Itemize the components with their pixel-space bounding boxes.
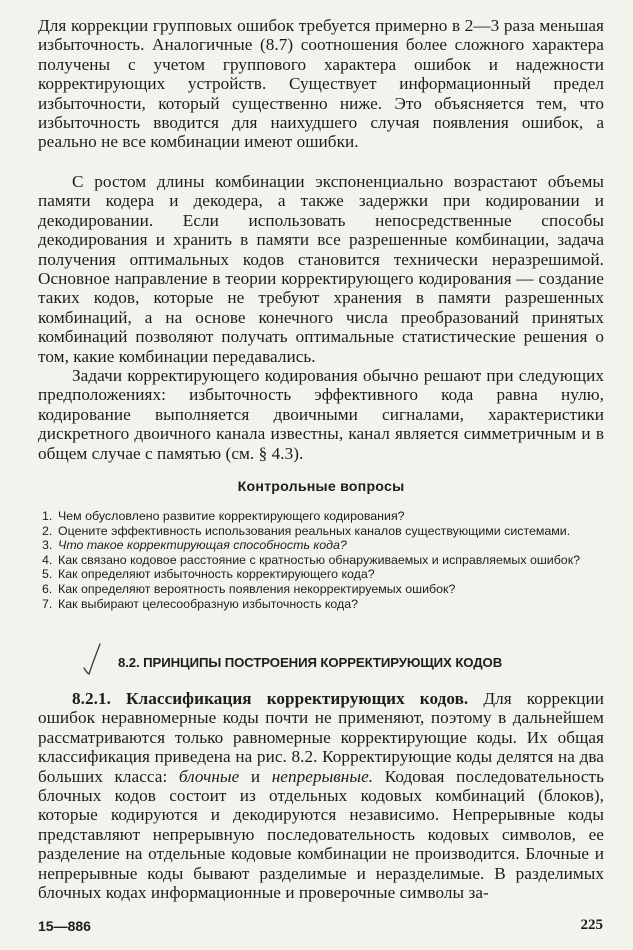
page-number: 225 xyxy=(580,917,603,933)
question-text: Как связано кодовое расстояние с кратностью обнаруживаемых и исправляемых ошибок? xyxy=(58,552,581,567)
question-number: 5. xyxy=(42,567,53,582)
questions-list xyxy=(38,509,604,611)
term-continuous-codes: непрерывные. xyxy=(271,766,374,786)
question-item xyxy=(38,597,604,612)
question-text: Чем обусловлено развитие корректирующего кодирования? xyxy=(58,509,405,523)
paragraph-group-errors: Для коррекции групповых ошибок требуется примерно в 2—3 раза меньшая избыточность. Аналогичные (8.7) соотношения более сложного характера получены с учетом группового характера ошибок и надежности корректирующих устройств. Существует информационный предел избыточности, который существенно ниже. Это объясняется тем, что избыточность вводится для наихудшего случая появления ошибок, а реально не все комбинации имеют ошибки. xyxy=(38,16,604,152)
question-item xyxy=(38,567,604,582)
question-number: 7. xyxy=(42,596,53,611)
paragraph-memory-growth: С ростом длины комбинации экспоненциально возрастают объемы памяти кодера и декодера, а также задержки при кодировании и декодировании. Если использовать непосредственные способы декодирования и хранить в памяти все разрешенные комбинации, задача получения оптимальных кодов становится технически неразрешимой. Основное направление в теории корректирующего кодирования — создание таких кодов, которые не требуют хранения в памяти разрешенных комбинаций, а на основе конечного числа преобразований принятых комбинаций позволяют получать оптимальные статистические решения о том, какие комбинации передавались. xyxy=(38,172,604,366)
printer-signature: 15—886 xyxy=(38,918,91,934)
question-item xyxy=(38,524,604,539)
question-item xyxy=(38,582,604,597)
question-text: Как выбирают целесообразную избыточность кода? xyxy=(58,596,359,611)
subsection-heading: 8.2.1. Классификация корректирующих кодов. xyxy=(72,689,469,708)
pencil-checkmark-icon xyxy=(80,640,104,676)
paragraph-assumptions: Задачи корректирующего кодирования обычно решают при следующих предположениях: избыточность эффективного кода равна нулю, кодирование выполняется двоичными сигналами, характеристики дискретного двоичного канала известны, канал является симметричным и в общем случае с памятью (см. § 4.3). xyxy=(38,366,604,463)
questions-heading: Контрольные вопросы xyxy=(237,479,405,495)
body-text-part1: Для коррекции ошибок неравномерные коды почти не применяют, поэтому в дальнейшем рассматриваются только равномерные корректирующие коды. Их общая классификация приведена на рис. 8.2. Корректирующие коды делятся на два больших класса: xyxy=(38,689,604,786)
paragraph-classification xyxy=(38,689,604,902)
question-number: 1. xyxy=(42,509,53,523)
body-text-part2: Кодовая последовательность блочных кодов состоит из отдельных кодовых комбинаций (блоков), которые кодируются и декодируются независимо. Непрерывные коды представляют непрерывную последовательность кодовых символов, ее разделение на отдельные кодовые комбинации не производится. Блочные и непрерывные коды бывают разделимые и неразделимые. В разделимых блочных кодах информационные и проверочные символы за- xyxy=(38,766,604,903)
question-text: Что такое корректирующая способность кода? xyxy=(58,538,347,553)
question-text: Как определяют избыточность корректирующего кода? xyxy=(58,567,375,582)
question-number: 2. xyxy=(42,523,53,538)
question-item xyxy=(38,509,604,524)
question-item xyxy=(38,553,604,568)
term-block-codes: блочные xyxy=(178,766,240,786)
question-item xyxy=(38,538,604,553)
question-number: 6. xyxy=(42,581,53,596)
question-number: 3. xyxy=(42,538,53,553)
body-text-and: и xyxy=(239,766,272,786)
question-text: Как определяют вероятность появления некорректируемых ошибок? xyxy=(58,581,456,596)
question-text: Оцените эффективность использования реальных каналов существующими системами. xyxy=(58,523,571,538)
question-number: 4. xyxy=(42,552,53,567)
section-heading: 8.2. ПРИНЦИПЫ ПОСТРОЕНИЯ КОРРЕКТИРУЮЩИХ КОДОВ xyxy=(118,655,503,670)
